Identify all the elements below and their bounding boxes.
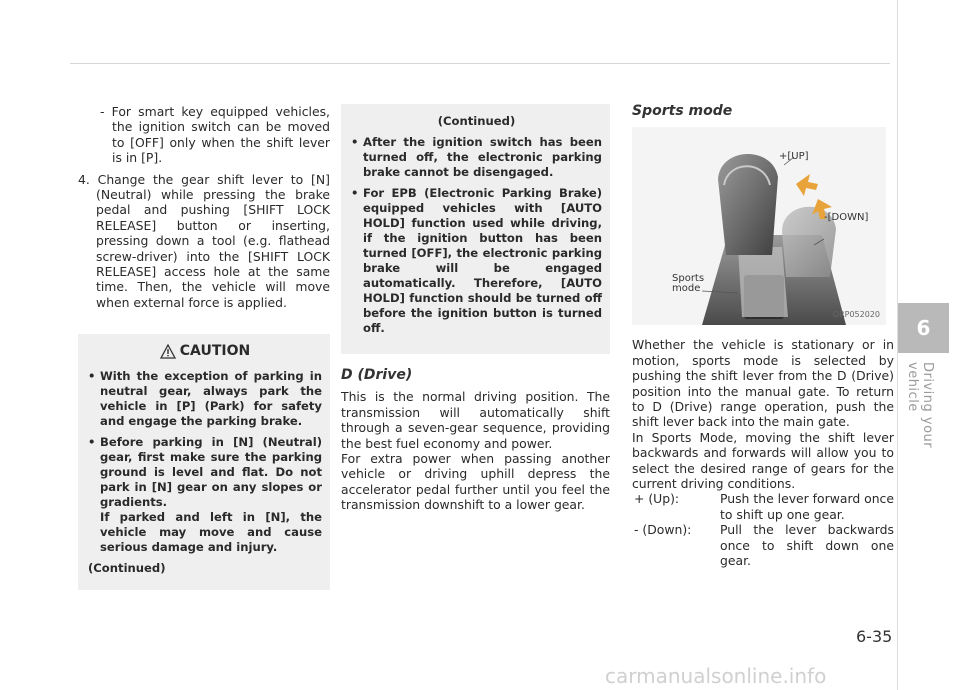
step-4: 4. Change the gear shift lever to [N] (Neutral) while pressing the brake pedal and pushing [SHIFT LOCK RELEASE] button or inserting, pressing down a tool (e.g. flathead screw-driver) into the [SHIFT LOCK RELEASE] access hole at the same time. Then, the vehicle will move when external force is applied. bbox=[78, 171, 330, 310]
caution-bullet-text: With the exception of parking in neutral gear, always park the vehicle in [P] (Park) for safety and engage the parking brake. bbox=[100, 369, 322, 429]
sports-paragraph-2: In Sports Mode, moving the shift lever backwards and forwards will allow you to select the desired range of gears for the current driving conditions. bbox=[632, 429, 894, 492]
shift-down-row bbox=[632, 522, 894, 568]
caution-bullet bbox=[88, 369, 322, 429]
continued-heading: (Continued) bbox=[437, 114, 516, 128]
sports-paragraph-1: Whether the vehicle is stationary or in motion, sports mode is selected by pushing the shift lever from the D (Drive) position into the manual gate. To return to D (Drive) range operation, push the shift lever back into the main gate. bbox=[632, 337, 894, 430]
bullet-dot: • bbox=[88, 435, 96, 450]
continued-label: (Continued) bbox=[88, 561, 166, 576]
bullet-dot: • bbox=[88, 369, 96, 384]
top-rule bbox=[70, 63, 890, 64]
caution-box bbox=[78, 334, 330, 590]
caution-bullet bbox=[351, 135, 602, 180]
sports-mode-label-line-2: mode bbox=[672, 283, 701, 295]
caution-continued-box bbox=[341, 104, 610, 354]
column-3 bbox=[632, 104, 894, 569]
up-label: +[UP] bbox=[779, 151, 809, 163]
shift-lever-illustration bbox=[632, 127, 886, 325]
shift-lever-figure bbox=[632, 127, 886, 325]
figure-id: ORP052020 bbox=[832, 310, 880, 319]
chapter-title: Driving your vehicle bbox=[905, 362, 935, 449]
column-2 bbox=[341, 104, 610, 513]
caution-header bbox=[88, 344, 322, 359]
warning-triangle-icon bbox=[160, 344, 176, 359]
shift-up-desc: Push the lever forward once to shift up one gear. bbox=[720, 491, 894, 522]
caution-bullet-text: Before parking in [N] (Neutral) gear, first make sure the parking ground is level and flat. Do not park in [N] gear on any slopes or gradients. If parked and left in [N], the vehicle may move and cause serious damage and injury. bbox=[100, 435, 322, 555]
bullet-dot: • bbox=[351, 135, 359, 149]
sports-mode-label-line-1: Sports bbox=[672, 273, 705, 285]
bullet-dot: • bbox=[351, 186, 359, 200]
watermark: carmanualsonline.info bbox=[605, 664, 827, 688]
drive-paragraph-2: For extra power when passing another vehicle or driving uphill depress the accelerator pedal further until you feel the transmission downshift to a lower gear. bbox=[341, 451, 610, 513]
shift-down-key: - (Down): bbox=[634, 522, 692, 538]
drive-heading: D (Drive) bbox=[341, 367, 413, 383]
chapter-tab[interactable]: 6 bbox=[898, 303, 949, 353]
column-1 bbox=[78, 104, 330, 590]
shift-down-desc: Pull the lever backwards once to shift down one gear. bbox=[720, 522, 894, 569]
caution-title: CAUTION bbox=[179, 343, 251, 360]
shift-up-row bbox=[632, 491, 894, 522]
caution-bullet bbox=[88, 435, 322, 555]
shift-up-key: + (Up): bbox=[634, 491, 680, 507]
caution-bullet-text: For EPB (Electronic Parking Brake) equipped vehicles with [AUTO HOLD] function used while driving, if the ignition button has been turned [OFF], the electronic parking brake will be engaged automatically. Therefore, [AUTO HOLD] function should be turned off before the ignition button is turned off. bbox=[363, 186, 602, 335]
page-number: 6-35 bbox=[856, 627, 893, 646]
caution-bullet bbox=[351, 186, 602, 336]
smart-key-note: - For smart key equipped vehicles, the ignition switch can be moved to [OFF] only when the shift lever is in [P]. bbox=[100, 104, 330, 166]
sports-mode-heading: Sports mode bbox=[632, 103, 733, 119]
drive-paragraph-1: This is the normal driving position. The transmission will automatically shift through a seven-gear sequence, providing the best fuel economy and power. bbox=[341, 389, 610, 451]
caution-bullet-text: After the ignition switch has been turned off, the electronic parking brake cannot be disengaged. bbox=[363, 135, 602, 179]
down-label: -[DOWN] bbox=[824, 212, 869, 224]
